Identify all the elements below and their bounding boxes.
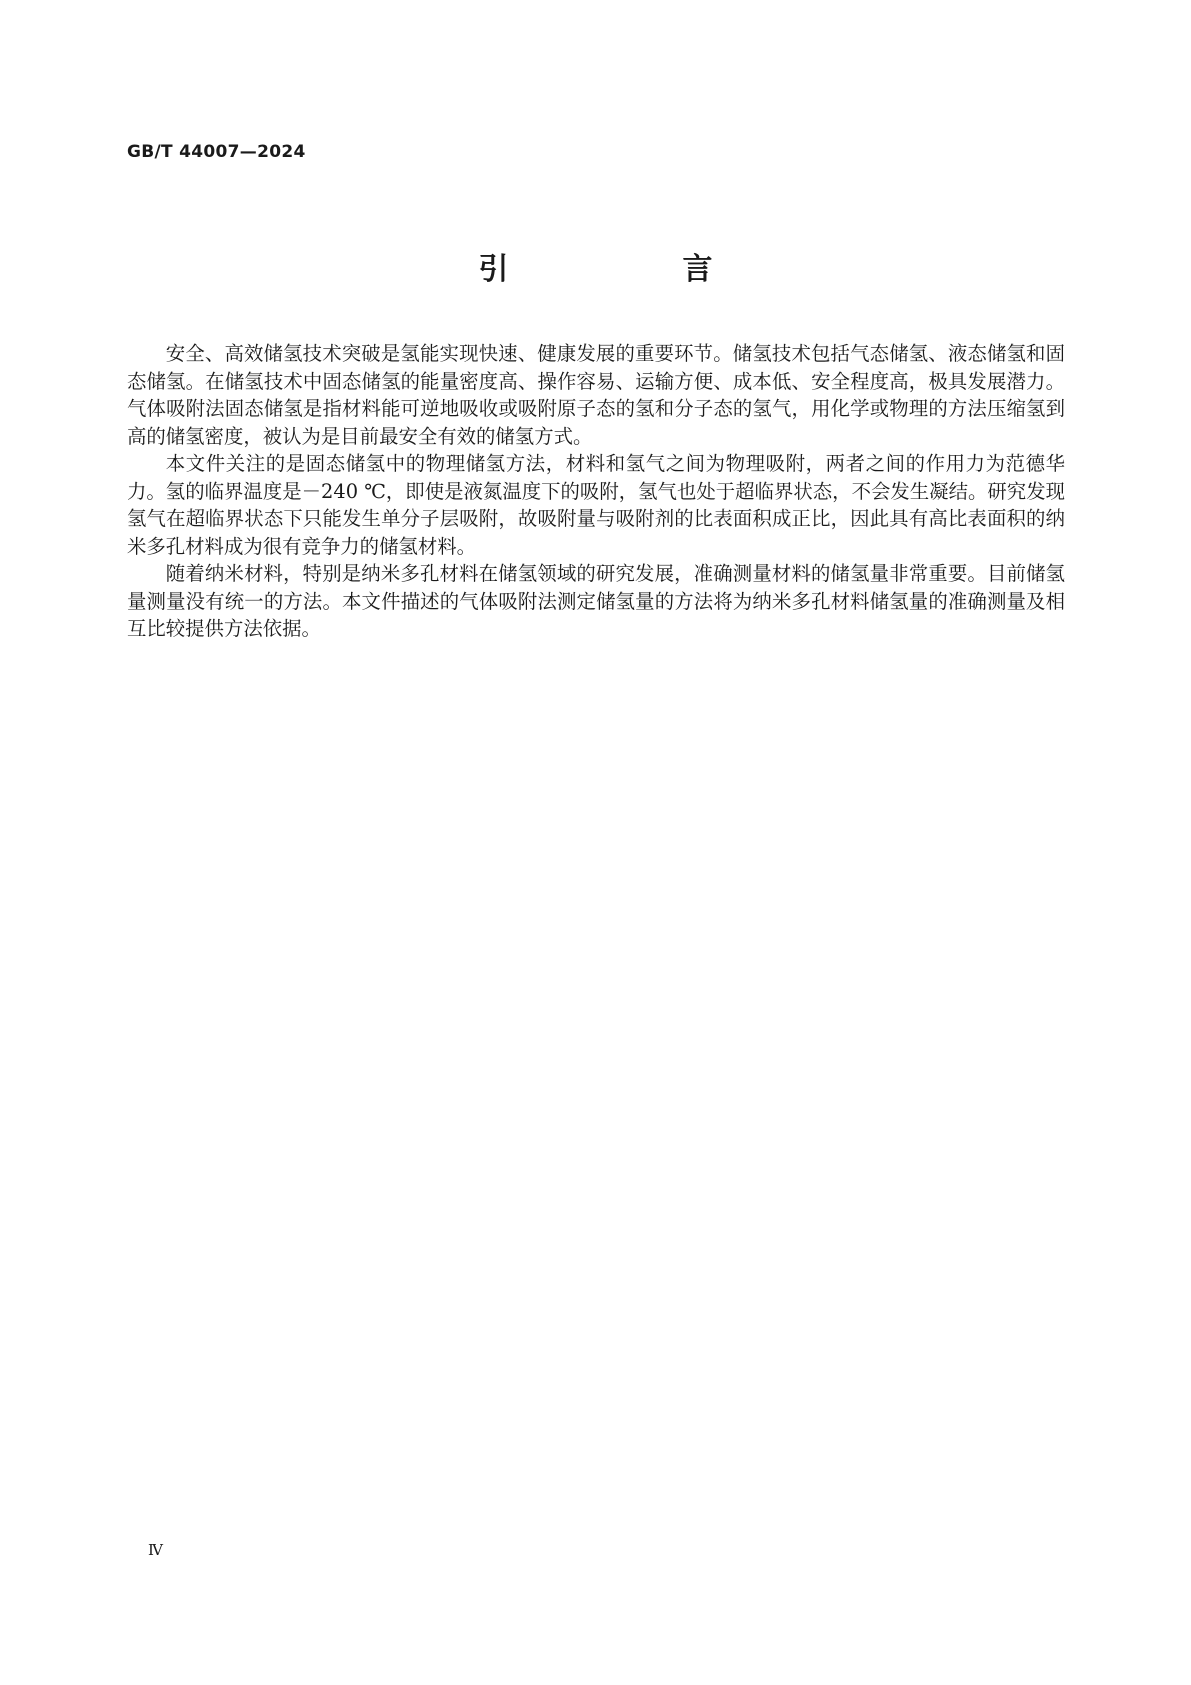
document-code: GB/T 44007—2024 [127,142,306,162]
section-title: 引 言 [478,252,785,287]
introduction-body [127,340,1065,643]
paragraph: 安全、高效储氢技术突破是氢能实现快速、健康发展的重要环节。储氢技术包括气态储氢、液态储氢和固态储氢。在储氢技术中固态储氢的能量密度高、操作容易、运输方便、成本低、安全程度高，极具发展潜力。气体吸附法固态储氢是指材料能可逆地吸收或吸附原子态的氢和分子态的氢气，用化学或物理的方法压缩氢到高的储氢密度，被认为是目前最安全有效的储氢方式。 [127,342,1065,448]
paragraph: 本文件关注的是固态储氢中的物理储氢方法，材料和氢气之间为物理吸附，两者之间的作用力为范德华力。氢的临界温度是－240 ℃，即使是液氮温度下的吸附，氢气也处于超临界状态，不会发生凝结。研究发现氢气在超临界状态下只能发生单分子层吸附，故吸附量与吸附剂的比表面积成正比，因此具有高比表面积的纳米多孔材料成为很有竞争力的储氢材料。 [127,452,1065,558]
page-number: Ⅳ [148,1541,163,1559]
paragraph: 随着纳米材料，特别是纳米多孔材料在储氢领域的研究发展，准确测量材料的储氢量非常重要。目前储氢量测量没有统一的方法。本文件描述的气体吸附法测定储氢量的方法将为纳米多孔材料储氢量的准确测量及相互比较提供方法依据。 [127,562,1065,640]
